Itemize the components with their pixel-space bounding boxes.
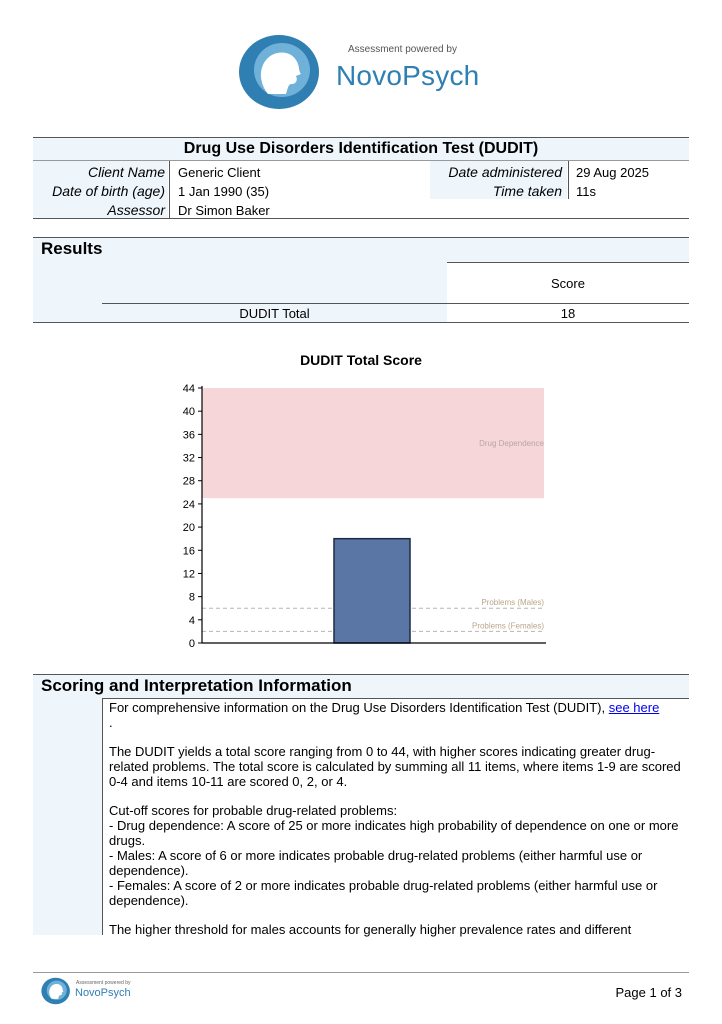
dudit-chart bbox=[160, 378, 560, 650]
footer-powered-by: Assessment powered by bbox=[76, 980, 131, 986]
y-tick-label: 36 bbox=[182, 429, 195, 442]
novopsych-logo bbox=[238, 32, 488, 112]
client-name-value: Generic Client bbox=[178, 165, 261, 180]
page-number: Page 1 of 3 bbox=[615, 985, 682, 1000]
brand-name: NovoPsych bbox=[336, 60, 480, 91]
interpretation-heading: Scoring and Interpretation Information bbox=[41, 676, 352, 695]
assessor-value: Dr Simon Baker bbox=[178, 203, 270, 218]
footer-brand: NovoPsych bbox=[75, 987, 131, 999]
scoring-paragraph: The DUDIT yields a total score ranging from 0 to 44, with higher scores indicating greater drug-related problems. The total score is calculated by summing all 11 items, where items 1-9 are scored 0-4 and items 10-11 are scored 0, 2, or 4. bbox=[109, 744, 681, 789]
score-column-header: Score bbox=[551, 276, 585, 291]
band-label: Drug Dependence bbox=[479, 439, 544, 448]
date-administered-value: 29 Aug 2025 bbox=[576, 165, 650, 180]
threshold-label: Problems (Males) bbox=[481, 598, 544, 608]
interpretation-body bbox=[109, 700, 684, 951]
date-administered-label: Date administered bbox=[448, 164, 562, 180]
divider bbox=[33, 218, 689, 219]
chart-title: DUDIT Total Score bbox=[300, 352, 422, 368]
report-title: Drug Use Disorders Identification Test (DUDIT) bbox=[33, 138, 689, 160]
y-tick-label: 4 bbox=[188, 614, 195, 627]
results-row-label: DUDIT Total bbox=[239, 306, 310, 321]
intro-paragraph bbox=[109, 700, 684, 730]
intro-text: For comprehensive information on the Drug Use Disorders Identification Test (DUDIT), bbox=[109, 700, 609, 715]
time-taken-label: Time taken bbox=[492, 183, 562, 199]
threshold-label: Problems (Females) bbox=[471, 621, 544, 631]
y-tick-label: 0 bbox=[188, 638, 195, 650]
powered-by-text: Assessment powered by bbox=[348, 44, 457, 55]
footer-divider bbox=[33, 972, 689, 973]
y-tick-label: 24 bbox=[182, 498, 195, 511]
cutoff-paragraph bbox=[109, 803, 684, 908]
head-logo-icon bbox=[238, 32, 322, 112]
assessor-label: Assessor bbox=[107, 202, 165, 218]
cutoff-males: - Males: A score of 6 or more indicates probable drug-related problems (either harmful use or dependence). bbox=[109, 848, 643, 878]
divider bbox=[102, 698, 103, 935]
dob-label: Date of birth (age) bbox=[52, 183, 165, 199]
threshold-paragraph: The higher threshold for males accounts for generally higher prevalence rates and different bbox=[109, 922, 632, 937]
cutoff-dependence: - Drug dependence: A score of 25 or more indicates high probability of dependence on one or more drugs. bbox=[109, 818, 679, 848]
client-name-label: Client Name bbox=[87, 164, 165, 180]
divider bbox=[33, 322, 689, 323]
y-tick-label: 12 bbox=[182, 568, 195, 581]
y-tick-label: 20 bbox=[182, 522, 195, 535]
results-row-score: 18 bbox=[560, 306, 576, 321]
cutoff-heading: Cut-off scores for probable drug-related problems: bbox=[109, 803, 398, 818]
dob-value: 1 Jan 1990 (35) bbox=[178, 184, 270, 199]
y-tick-label: 40 bbox=[182, 406, 195, 419]
footer-logo bbox=[41, 976, 141, 1006]
intro-end: . bbox=[109, 715, 113, 730]
bar-dudit-total bbox=[334, 539, 410, 643]
y-tick-label: 16 bbox=[182, 545, 195, 558]
divider bbox=[169, 161, 170, 218]
cutoff-females: - Females: A score of 2 or more indicates probable drug-related problems (either harmful use or dependence). bbox=[109, 878, 658, 908]
y-tick-label: 28 bbox=[182, 475, 195, 488]
y-tick-label: 44 bbox=[182, 383, 195, 395]
results-heading: Results bbox=[41, 239, 103, 258]
y-tick-label: 32 bbox=[182, 452, 195, 465]
head-logo-icon bbox=[41, 976, 71, 1006]
time-taken-value: 11s bbox=[576, 184, 596, 199]
see-here-link[interactable]: see here bbox=[608, 700, 660, 715]
divider bbox=[568, 161, 569, 199]
y-tick-label: 8 bbox=[188, 591, 195, 604]
